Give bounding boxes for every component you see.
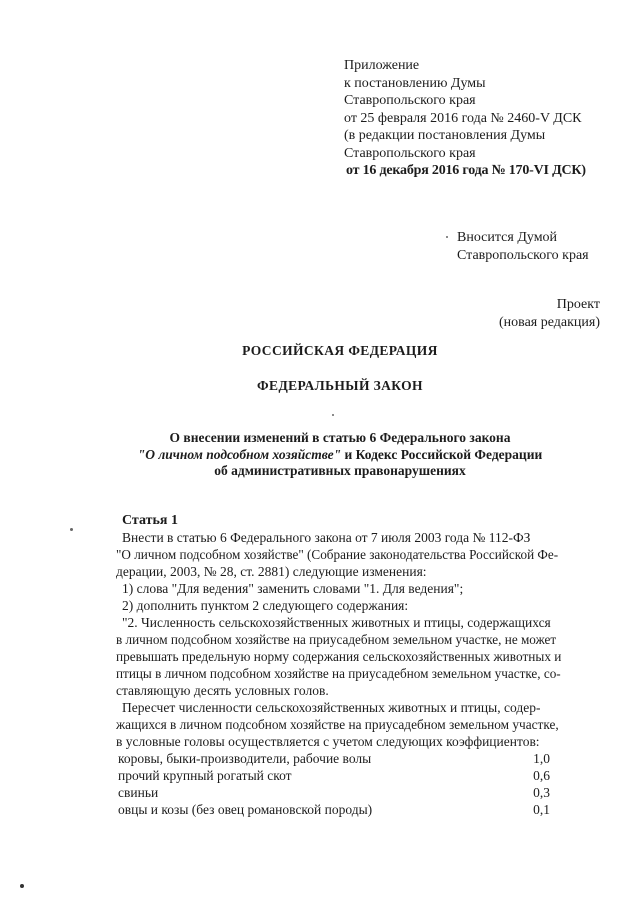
scan-speck xyxy=(332,414,334,416)
recalc-text-line: Пересчет численности сельскохозяйственных животных и птицы, содер- xyxy=(122,700,541,715)
coefficient-row xyxy=(118,802,550,818)
heading-russian-federation: РОССИЙСКАЯ ФЕДЕРАЦИЯ xyxy=(242,343,438,358)
article-text-line: дерации, 2003, № 28, ст. 2881) следующие изменения: xyxy=(116,564,427,579)
coefficient-row xyxy=(118,785,550,801)
article-item-2: 2) дополнить пунктом 2 следующего содержания: xyxy=(122,598,409,613)
project-note: (новая редакция) xyxy=(499,315,600,330)
appendix-line: Приложение xyxy=(344,58,420,73)
scan-speck xyxy=(446,236,448,238)
article-text-line: "О личном подсобном хозяйстве" (Собрание законодательства Российской Фе- xyxy=(116,547,559,562)
appendix-line: к постановлению Думы xyxy=(344,75,486,91)
appendix-amendment-line: от 16 декабря 2016 года № 170-VI ДСК) xyxy=(346,163,586,178)
coefficient-label: прочий крупный рогатый скот xyxy=(118,768,292,783)
law-title-line: О внесении изменений в статью 6 Федерального закона xyxy=(169,430,511,445)
scan-speck xyxy=(20,884,24,888)
article-1-heading: Статья 1 xyxy=(122,513,178,528)
recalc-text-line: в условные головы осуществляется с учетом следующих коэффициентов: xyxy=(116,734,540,749)
appendix-line: Ставропольского края xyxy=(344,145,476,161)
quote-text-line: в личном подсобном хозяйстве на приусадебном земельном участке, не может xyxy=(116,632,557,647)
appendix-note xyxy=(344,57,586,180)
coefficient-value: 0,6 xyxy=(533,768,550,783)
heading-federal-law: ФЕДЕРАЛЬНЫЙ ЗАКОН xyxy=(257,378,423,393)
law-title xyxy=(0,430,640,480)
law-title-line xyxy=(0,447,640,464)
appendix-line: (в редакции постановления Думы xyxy=(344,128,546,143)
law-title-italic: "О личном подсобном хозяйстве" xyxy=(137,446,342,462)
coefficient-row xyxy=(118,768,550,784)
project-label xyxy=(499,296,600,332)
coefficient-value: 0,1 xyxy=(533,802,550,817)
appendix-line: Ставропольского края xyxy=(344,93,476,108)
introduced-by xyxy=(457,229,589,264)
coefficient-row xyxy=(118,751,550,767)
quote-text-line: превышать предельную норму содержания сельскохозяйственных животных и xyxy=(116,649,562,664)
recalc-text-line: жащихся в личном подсобном хозяйстве на приусадебном земельном участке, xyxy=(116,717,559,732)
scan-speck xyxy=(70,528,73,531)
article-item-1: 1) слова "Для ведения" заменить словами "1. Для ведения"; xyxy=(122,581,464,596)
quote-text-line: "2. Численность сельскохозяйственных животных и птицы, содержащихся xyxy=(122,615,551,630)
coefficient-label: овцы и козы (без овец романовской породы) xyxy=(118,802,373,817)
law-title-line: об административных правонарушениях xyxy=(214,463,466,478)
introduced-by-line: Вносится Думой xyxy=(457,230,558,245)
law-title-rest: и Кодекс Российской Федерации xyxy=(341,446,543,462)
quote-text-line: птицы в личном подсобном хозяйстве на приусадебном земельном участке, со- xyxy=(116,666,561,681)
appendix-line: от 25 февраля 2016 года № 2460-V ДСК xyxy=(344,110,582,126)
coefficient-label: коровы, быки-производители, рабочие волы xyxy=(118,751,372,766)
coefficient-label: свиньи xyxy=(118,785,159,800)
coefficient-value: 0,3 xyxy=(533,785,550,800)
quote-text-line: ставляющую десять условных голов. xyxy=(116,683,329,698)
introduced-by-line: Ставропольского края xyxy=(457,247,589,263)
article-text-line: Внести в статью 6 Федерального закона от 7 июля 2003 года № 112-ФЗ xyxy=(122,530,531,545)
project-line: Проект xyxy=(556,297,600,312)
coefficient-value: 1,0 xyxy=(533,751,550,766)
